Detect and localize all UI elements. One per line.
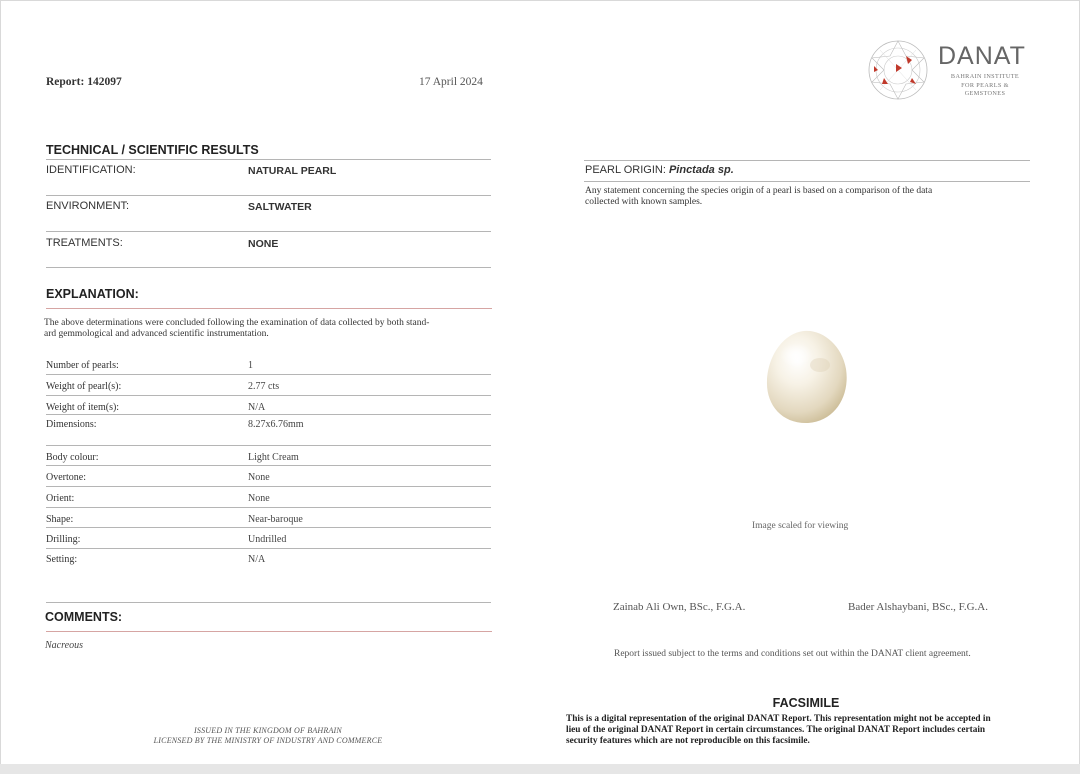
body-colour-value: Light Cream — [248, 452, 299, 463]
number-of-pearls-value: 1 — [248, 360, 253, 371]
signature-right: Bader Alshaybani, BSc., F.G.A. — [848, 601, 988, 613]
identification-value: NATURAL PEARL — [248, 165, 337, 177]
overtone-label: Overtone: — [46, 472, 86, 483]
facsimile-line2: lieu of the original DANAT Report in certain circumstances. The original DANAT Report includes certain — [566, 725, 986, 735]
divider — [46, 159, 491, 160]
origin-note-line1: Any statement concerning the species origin of a pearl is based on a comparison of the data — [585, 186, 933, 196]
divider — [46, 445, 491, 446]
report-date: 17 April 2024 — [419, 76, 483, 88]
divider — [46, 195, 491, 196]
explanation-line1: The above determinations were concluded following the examination of data collected by both stand- — [44, 318, 430, 328]
facsimile-line1: This is a digital representation of the original DANAT Report. This representation might not be accepted in — [566, 714, 991, 724]
number-of-pearls-label: Number of pearls: — [46, 360, 119, 371]
issued-line2: LICENSED BY THE MINISTRY OF INDUSTRY AND COMMERCE — [153, 736, 383, 745]
danat-logo-icon — [866, 38, 930, 102]
divider — [46, 374, 491, 375]
issued-line1: ISSUED IN THE KINGDOM OF BAHRAIN — [194, 726, 342, 735]
divider — [584, 181, 1030, 182]
signature-left: Zainab Ali Own, BSc., F.G.A. — [613, 601, 746, 613]
divider — [46, 231, 491, 232]
explanation-line2: ard gemmological and advanced scientific instrumentation. — [44, 328, 269, 339]
divider-accent — [46, 631, 492, 632]
pearl-image — [762, 325, 852, 425]
divider — [46, 527, 491, 528]
orient-label: Orient: — [46, 493, 75, 504]
divider — [46, 507, 491, 508]
bottom-strip — [0, 764, 1080, 774]
pearl-origin-value: Pinctada sp. — [668, 164, 734, 176]
logo-subtitle-line1: BAHRAIN INSTITUTE — [950, 73, 1020, 80]
identification-label: IDENTIFICATION: — [46, 164, 136, 176]
logo-wordmark: DANAT — [938, 42, 1026, 70]
logo-subtitle — [940, 73, 1030, 99]
pearl-origin — [585, 164, 734, 176]
divider — [46, 486, 491, 487]
dimensions-value: 8.27x6.76mm — [248, 419, 304, 430]
explanation-title: EXPLANATION: — [46, 287, 139, 301]
dimensions-label: Dimensions: — [46, 419, 97, 430]
treatments-value: NONE — [248, 238, 279, 250]
divider — [46, 548, 491, 549]
comments-text: Nacreous — [45, 640, 83, 651]
overtone-value: None — [248, 472, 270, 483]
facsimile-text — [566, 714, 1048, 747]
drilling-value: Undrilled — [248, 534, 287, 545]
explanation-text — [44, 318, 494, 339]
divider — [46, 465, 491, 466]
weight-of-pearls-label: Weight of pearl(s): — [46, 381, 122, 392]
setting-label: Setting: — [46, 554, 78, 565]
drilling-label: Drilling: — [46, 534, 81, 545]
report-number: Report: 142097 — [46, 76, 122, 88]
technical-results-title: TECHNICAL / SCIENTIFIC RESULTS — [46, 143, 259, 157]
environment-label: ENVIRONMENT: — [46, 200, 130, 212]
facsimile-title: FACSIMILE — [772, 696, 840, 710]
orient-value: None — [248, 493, 270, 504]
divider — [46, 602, 491, 603]
weight-of-items-value: N/A — [248, 402, 266, 413]
image-caption: Image scaled for viewing — [752, 521, 849, 531]
weight-of-items-label: Weight of item(s): — [46, 402, 120, 413]
divider — [46, 267, 491, 268]
divider-accent — [46, 308, 492, 309]
divider — [46, 395, 491, 396]
shape-label: Shape: — [46, 514, 74, 525]
issued-notice — [90, 726, 446, 746]
divider — [46, 414, 491, 415]
shape-value: Near-baroque — [248, 514, 303, 525]
terms-notice: Report issued subject to the terms and conditions set out within the DANAT client agreement. — [614, 649, 971, 659]
environment-value: SALTWATER — [248, 201, 312, 213]
setting-value: N/A — [248, 554, 266, 565]
treatments-label: TREATMENTS: — [46, 237, 123, 249]
logo-subtitle-line2: FOR PEARLS & GEMSTONES — [961, 81, 1009, 97]
body-colour-label: Body colour: — [46, 452, 99, 463]
comments-title: COMMENTS: — [45, 610, 123, 624]
origin-note — [585, 186, 1025, 208]
weight-of-pearls-value: 2.77 cts — [248, 381, 280, 392]
divider — [584, 160, 1030, 161]
facsimile-line3: security features which are not reproducible on this facsimile. — [566, 736, 810, 746]
pearl-origin-label: PEARL ORIGIN: — [585, 164, 666, 176]
origin-note-line2: collected with known samples. — [585, 197, 703, 207]
